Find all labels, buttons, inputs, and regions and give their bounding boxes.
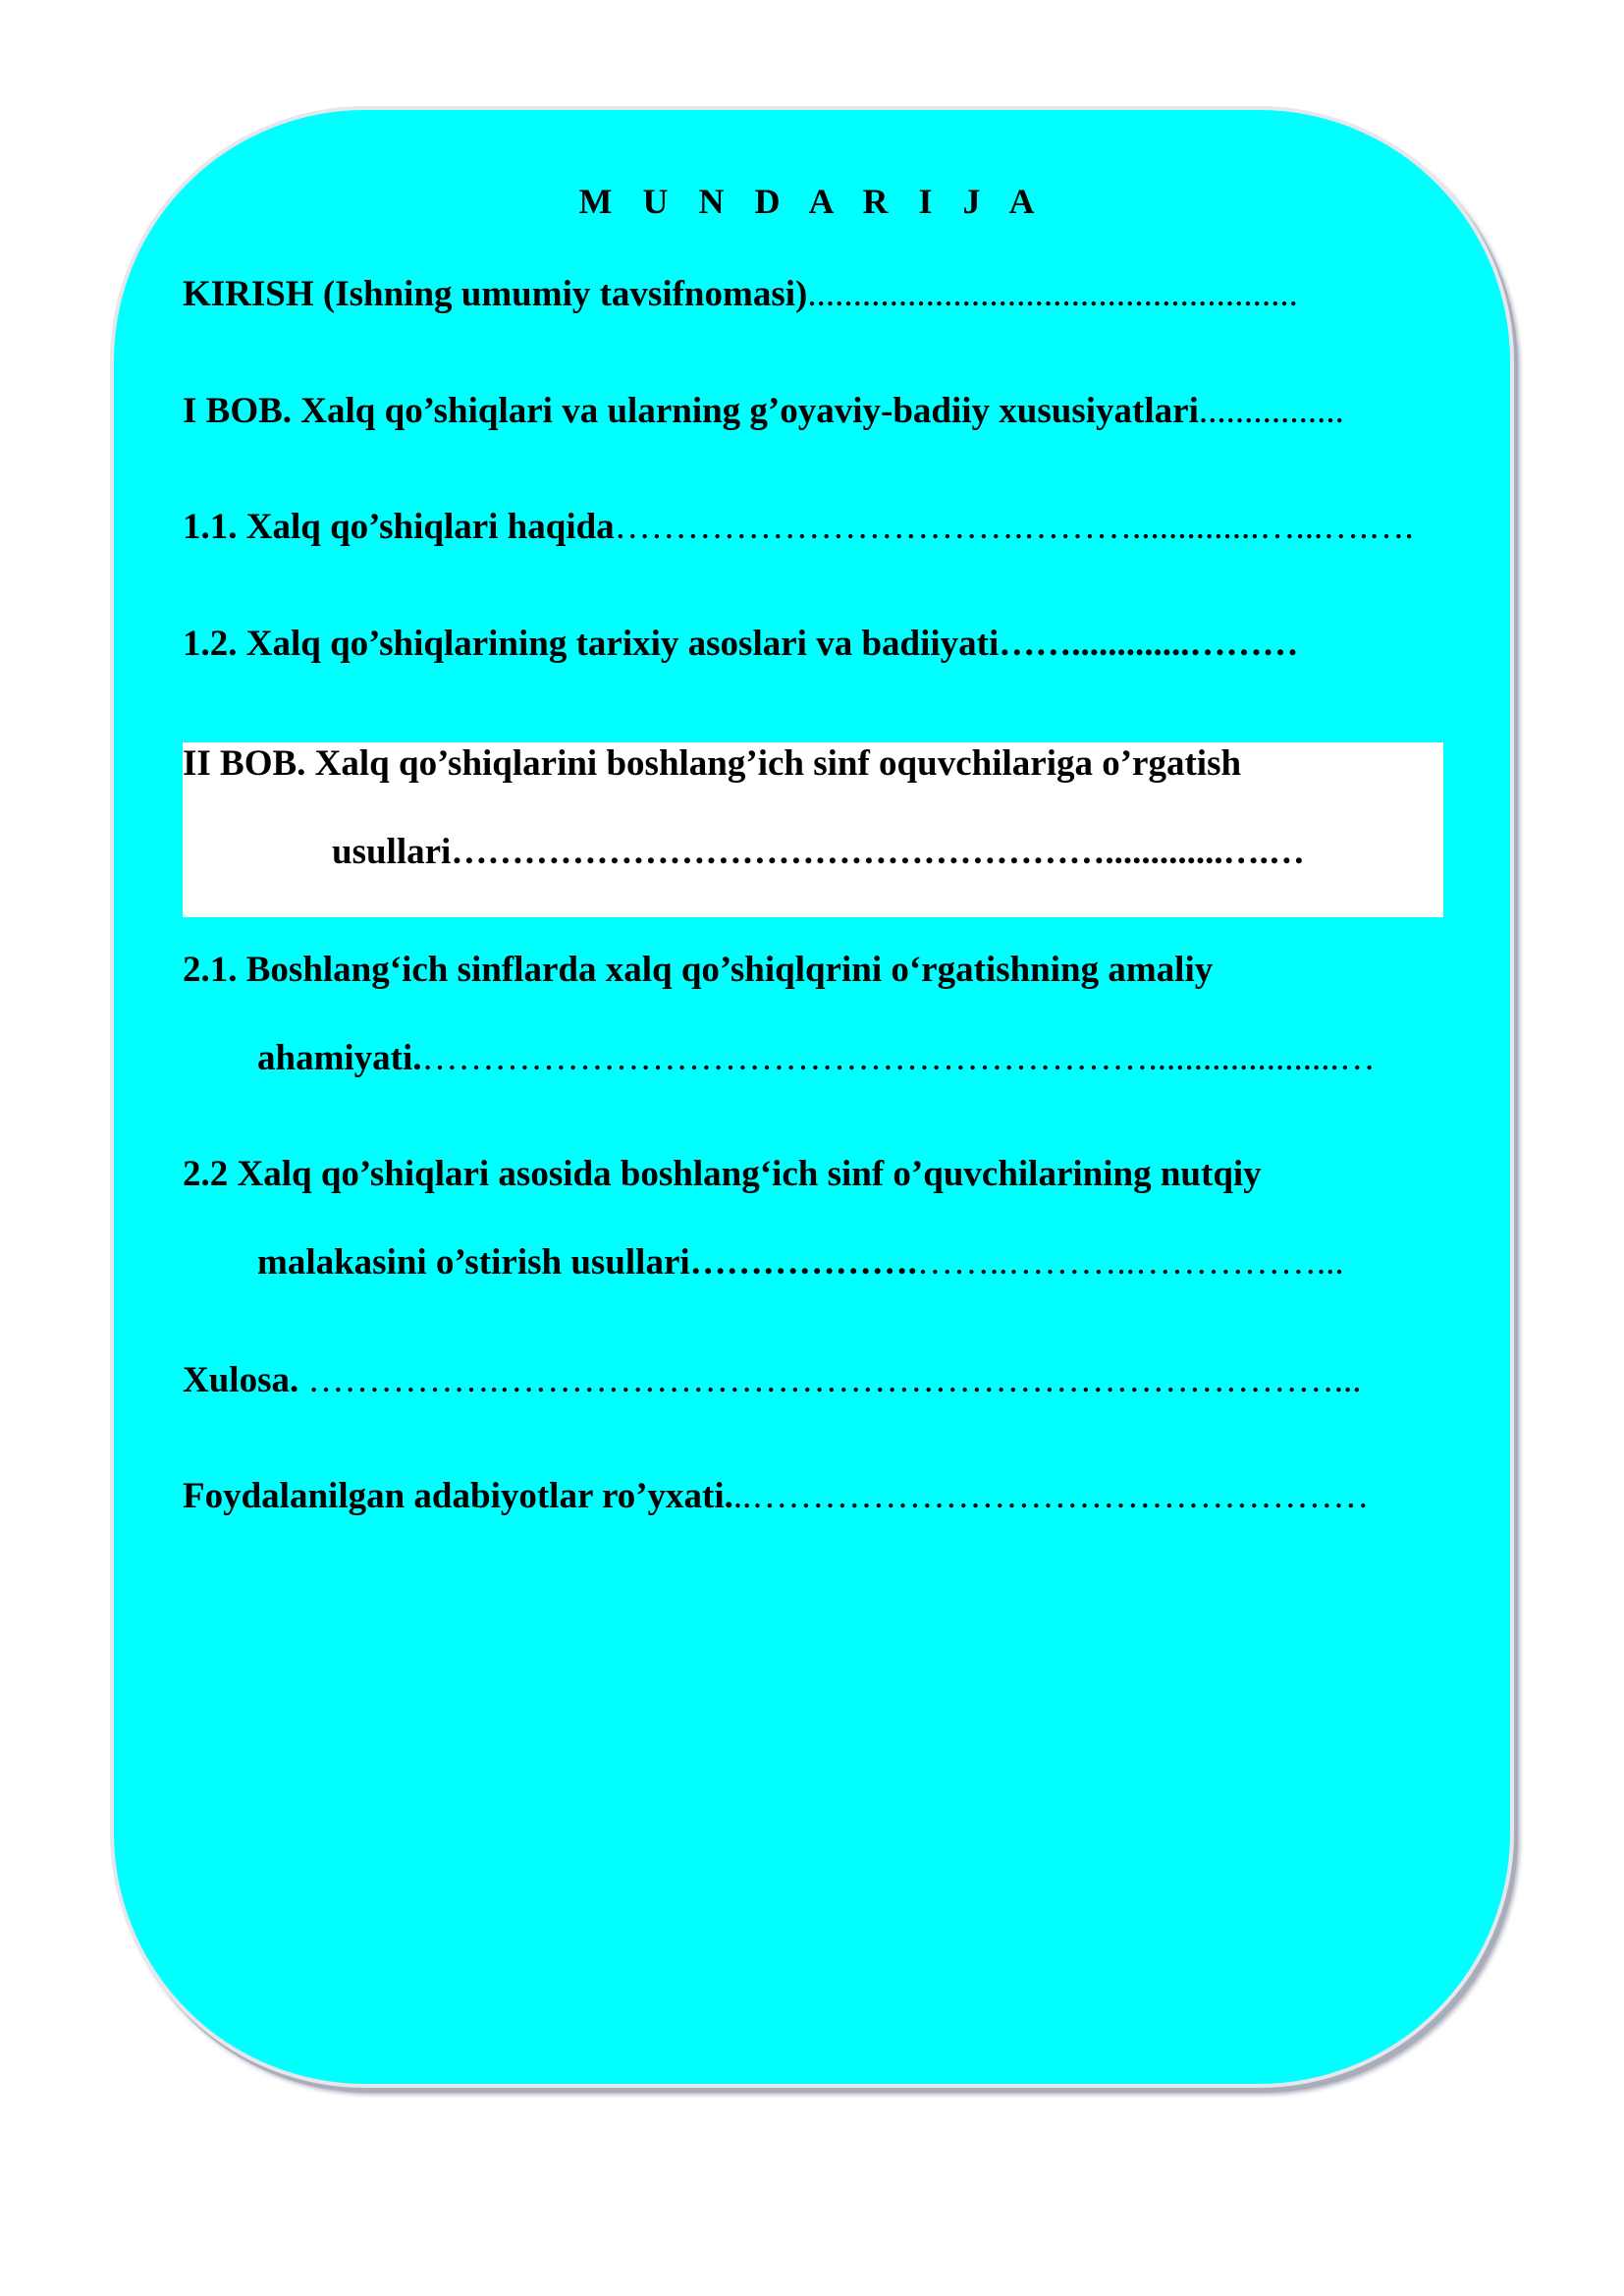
toc-label: II BOB. Xalq qo’shiqlarini boshlang’ich sinf oquvchilariga o’rgatish xyxy=(183,743,1242,784)
toc-leader-dots: …………………………….………..............…...….…. xyxy=(614,507,1414,547)
toc-label: usullari xyxy=(332,832,452,872)
toc-label: 1.1. Xalq qo’shiqlari haqida xyxy=(183,507,615,547)
toc-leader-dots: …………….……………………………………………………………... xyxy=(298,1360,1362,1400)
toc-leader-dots: …….............……… xyxy=(999,624,1299,664)
toc-label: 2.2 Xalq qo’shiqlari asosida boshlang‘ich sinf o’quvchilarining nutqiy xyxy=(183,1154,1262,1194)
toc-label: Xulosa. xyxy=(183,1360,299,1400)
toc-entry-2-1-cont xyxy=(257,1037,1376,1079)
toc-label: KIRISH (Ishning umumiy tavsifnomasi) xyxy=(183,274,808,314)
toc-leader-dots: ..…………………………………………… xyxy=(732,1476,1370,1516)
toc-entry-2-1 xyxy=(183,949,1213,991)
page-title: M U N D A R I J A xyxy=(578,182,1046,221)
toc-entry-bob1 xyxy=(183,390,1344,432)
toc-entry-kirish xyxy=(183,273,1298,315)
toc-entry-bob2-cont xyxy=(332,831,1305,873)
toc-leader-dots: …………………………………………………….....................… xyxy=(421,1038,1376,1078)
toc-leader-dots: ……..………..……………... xyxy=(916,1242,1344,1283)
toc-label: 1.2. Xalq qo’shiqlarining tarixiy asoslari va badiiyati xyxy=(183,624,1000,664)
toc-entry-xulosa xyxy=(183,1359,1361,1401)
toc-label: Foydalanilgan adabiyotlar ro’yxati. xyxy=(183,1476,733,1516)
toc-entry-bob2 xyxy=(183,742,1241,785)
toc-leader-dots: ...................................................... xyxy=(807,274,1298,314)
toc-entry-1-2 xyxy=(183,623,1299,665)
toc-entry-2-2 xyxy=(183,1153,1262,1195)
toc-label: I BOB. Xalq qo’shiqlari va ularning g’oyaviy-badiiy xususiyatlari xyxy=(183,391,1199,431)
toc-leader-dots: ………………. xyxy=(689,1242,917,1283)
toc-label: malakasini o’stirish usullari xyxy=(257,1242,690,1283)
toc-entry-adabiyot xyxy=(183,1475,1369,1517)
toc-label: ahamiyati. xyxy=(257,1038,422,1078)
toc-entry-1-1 xyxy=(183,506,1414,548)
toc-label: 2.1. Boshlang‘ich sinflarda xalq qo’shiqlqrini o‘rgatishning amaliy xyxy=(183,950,1214,990)
toc-leader-dots: ……………………………………………….............….… xyxy=(451,832,1305,872)
toc-leader-dots: ................ xyxy=(1198,391,1344,431)
toc-entry-2-2-cont xyxy=(257,1241,1344,1284)
